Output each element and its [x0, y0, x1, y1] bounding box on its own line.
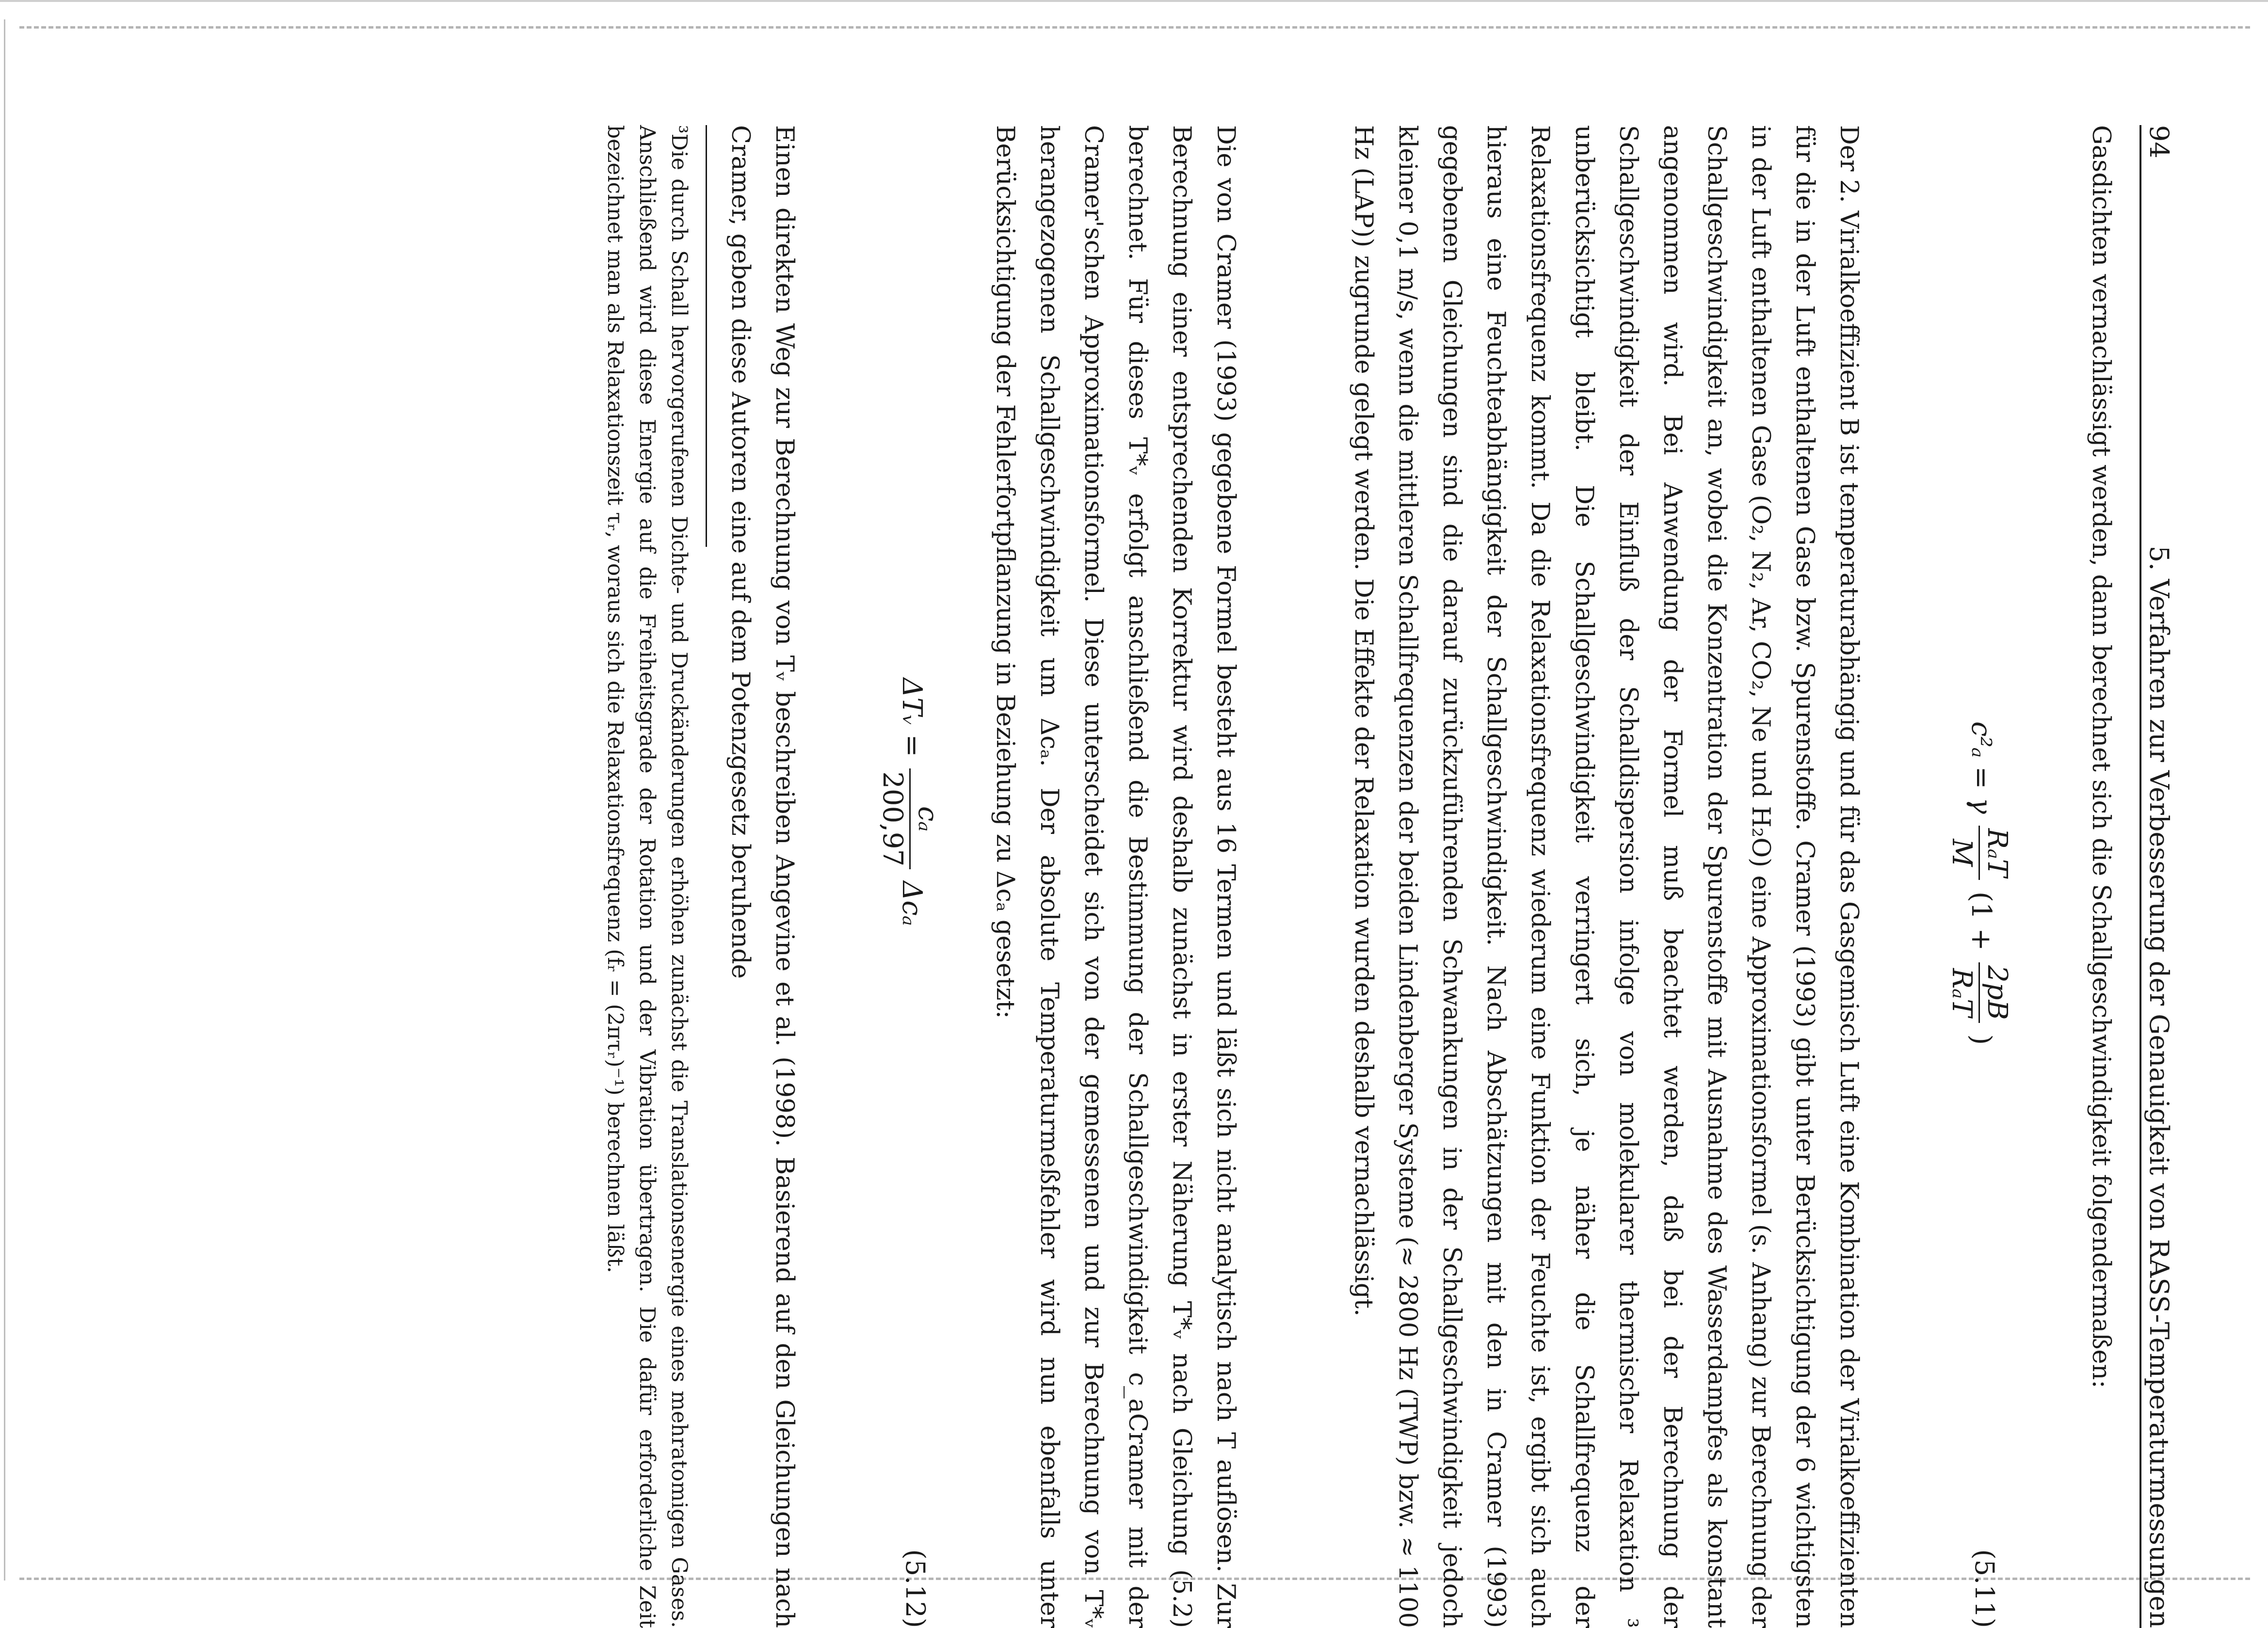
eq1-fraction-2 [1945, 962, 2014, 1023]
equation-5-11 [1945, 721, 2014, 1045]
equation-number-5-11: (5.11) [1969, 1549, 2000, 1628]
scan-edge-left [4, 19, 5, 1580]
eq1-frac2-denominator: RₐT [1946, 968, 1978, 1017]
eq1-frac2-numerator: 2pB [1978, 962, 2014, 1023]
eq2-numerator: cₐ [909, 768, 945, 869]
paragraph-3: Die von Cramer (1993) gegebene Formel besteht aus 16 Termen und läßt sich nicht analytisch nach T auflösen. Zur Berechnung einer entsprechenden Korrektur wird deshalb zunächst in erster Näherung T*ᵥ nach Gleichung (5.2) berechnet. Für dieses T*ᵥ erfolgt anschließend die Bestimmung der Schallgeschwindigkeit c_aCramer mit der Cramer'schen Approximationsformel. Diese unterscheidet sich von der gemessenen und zur Berechnung von T*ᵥ herangezogenen Schallgeschwindigkeit um Δcₐ. Der absolute Temperaturmeßfehler wird nun ebenfalls unter Berücksichtigung der Fehlerfortpflanzung in Beziehung zu Δcₐ gesetzt: [991, 125, 1240, 1628]
eq1-frac1-denominator: M [1946, 839, 1978, 867]
eq1-lhs: c²ₐ = γ [1965, 721, 1997, 814]
running-header [2142, 125, 2181, 1628]
paragraph-1: Gasdichten vernachlässigt werden, dann berechnet sich die Schallgeschwindigkeit folgendermaßen: [2087, 125, 2115, 1389]
scan-dash-top [19, 26, 2250, 29]
scan-edge-top [0, 0, 2268, 2]
eq1-frac1-numerator: RₐT [1978, 826, 2014, 880]
footnote-rule [706, 125, 707, 547]
page-number: 94 [2144, 125, 2174, 159]
paragraph-2: Der 2. Virialkoeffizient B ist temperaturabhängig und für das Gasgemisch Luft eine Kombination der Virialkoeffizienten für die in der Luft enthaltenen Gase bzw. Spurenstoffe. Cramer (1993) gibt unter Berücksichtigung der 6 wichtigsten in der Luft enthaltenen Gase (O₂, N₂, Ar, CO₂, Ne und H₂O) eine Approximationsformel (s. Anhang) zur Berechnung der Schallgeschwindigkeit an, wobei die Konzentration der Spurenstoffe mit Ausnahme des Wasserdampfes als konstant angenommen wird. Bei Anwendung der Formel muß beachtet werden, daß bei der Berechnung der Schallgeschwindigkeit der Einfluß der Schalldispersion infolge von molekularer thermischer Relaxation ³ unberücksichtigt bleibt. Die Schallgeschwindigkeit verringert sich, je näher die Schallfrequenz der Relaxationsfrequenz kommt. Da die Relaxationsfrequenz wiederum eine Funktion der Feuchte ist, ergibt sich auch hieraus eine Feuchteabhängigkeit der Schallgeschwindigkeit. Nach Abschätzungen mit den in Cramer (1993) gegebenen Gleichungen sind die darauf zurückzuführenden Schwankungen in der Schallgeschwindigkeit jedoch kleiner 0,1 m/s, wenn die mittleren Schallfrequenzen der beiden Lindenberger Systeme (≈ 2800 Hz (TWP) bzw. ≈ 1100 Hz (LAP)) zugrunde gelegt werden. Die Effekte der Relaxation wurden deshalb vernachlässigt. [1349, 125, 1863, 1628]
eq2-rhs: Δcₐ [896, 880, 928, 926]
footnote: ³Die durch Schall hervorgerufenen Dichte- und Druckänderungen erhöhen zunächst die Translationsenergie eines mehratomigen Gases. Anschließend wird diese Energie auf die Freiheitsgrade der Rotation und der Vibration übertragen. Die dafür erforderliche Zeit bezeichnet man als Relaxationszeit τᵣ, woraus sich die Relaxationsfrequenz (fᵣ = (2πτᵣ)⁻¹) berechnen läßt. [603, 125, 692, 1628]
equation-number-5-12: (5.12) [900, 1549, 931, 1628]
header-rule [2139, 125, 2141, 1628]
eq2-lhs: ΔTᵥ = [896, 678, 928, 757]
chapter-title: 5. Verfahren zur Verbesserung der Genauigkeit von RASS-Temperaturmessungen [2144, 545, 2174, 1628]
equation-5-12 [875, 678, 945, 926]
paragraph-4: Einen direkten Weg zur Berechnung von Tᵥ beschreiben Angevine et al. (1998). Basierend auf den Gleichungen nach Cramer, geben diese Autoren eine auf dem Potenzgesetz beruhende [726, 125, 799, 1628]
eq1-fraction-1 [1945, 826, 2014, 880]
eq1-mid: (1 + [1965, 892, 1997, 951]
eq1-end: ) [1965, 1034, 1997, 1045]
eq2-denominator: 200,97 [877, 771, 908, 867]
rotated-page [86, 125, 2181, 1628]
eq2-fraction [875, 768, 945, 869]
